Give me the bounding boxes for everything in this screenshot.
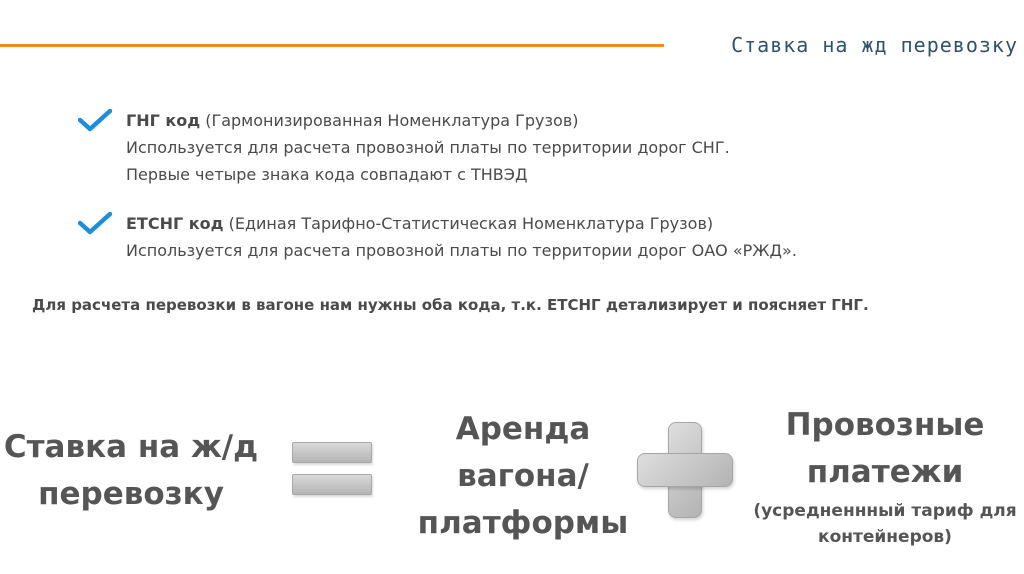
formula-rate [0,424,262,518]
formula-rate-line: перевозку [38,476,224,512]
plus-horizontal-bar [637,453,733,487]
check-icon [78,109,112,133]
formula-fees-line: платежи [806,454,964,490]
formula-fees-note [744,498,1024,550]
formula-carriage-fees [744,402,1024,550]
summary-text: Для расчета перевозки в вагоне нам нужны оба кода, т.к. ЕТСНГ детализирует и поясняет ГНГ. [32,296,869,314]
formula-wagon-line: платформы [417,505,629,541]
bullet-line: Первые четыре знака кода совпадают с ТНВЭД [126,165,528,184]
formula-wagon-line: вагона/ [457,458,589,494]
slide-title: Ставка на жд перевозку [731,33,1018,57]
bullet-definition: (Единая Тарифно-Статистическая Номенклатура Грузов) [223,214,714,233]
bullet-definition: (Гармонизированная Номенклатура Грузов) [200,111,579,130]
formula-fees-note-line: (усредненнный тариф для [753,501,1017,521]
bullet-line: Используется для расчета провозной платы по территории дорог ОАО «РЖД». [126,241,797,260]
check-icon [78,212,112,236]
bullet-etsng [78,210,908,266]
bullet-heading [126,210,797,237]
formula-wagon-line: Аренда [455,411,591,447]
plus-icon [637,422,733,518]
equals-icon [292,442,372,498]
bullet-heading [126,107,730,134]
bullet-term: ЕТСНГ код [126,214,224,233]
formula-rate-line: Ставка на ж/д [3,429,259,465]
bullet-term: ГНГ код [126,111,201,130]
formula-wagon-rent [404,406,642,547]
bullet-gng [78,107,908,189]
formula-fees-line: Провозные [785,407,985,443]
bullet-line: Используется для расчета провозной платы по территории дорог СНГ. [126,138,730,157]
header-accent-line [0,44,664,47]
equals-bar [292,442,372,463]
bullet-text [126,107,730,188]
formula-fees-note-line: контейнеров) [818,527,952,547]
equals-bar [292,474,372,495]
bullet-text [126,210,797,264]
